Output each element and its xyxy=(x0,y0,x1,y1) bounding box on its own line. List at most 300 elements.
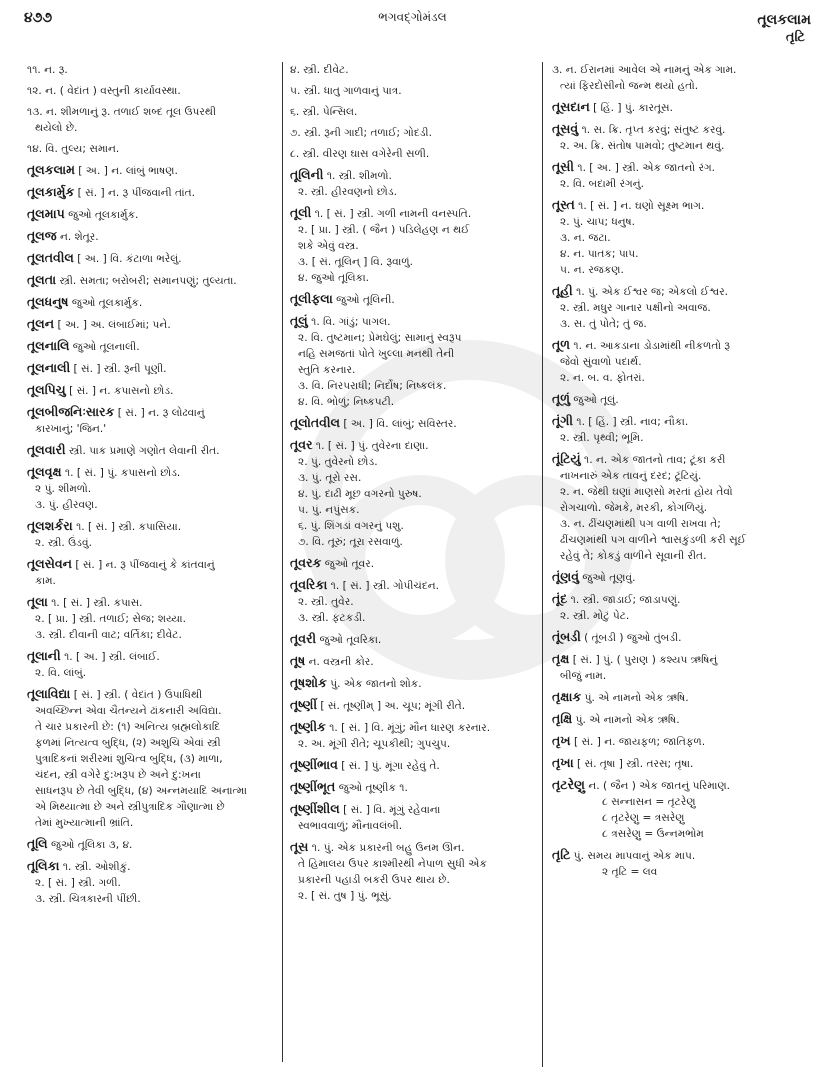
dictionary-entry xyxy=(27,404,277,437)
definition-text: [ સં. ] ન. રૂ પીંજવાની તાંત. xyxy=(77,187,196,199)
dictionary-entry xyxy=(27,62,277,78)
entry-line xyxy=(552,451,814,468)
entry-line xyxy=(290,167,537,184)
headword: તૂલિની xyxy=(290,167,324,182)
entry-line xyxy=(290,518,537,534)
column-divider xyxy=(282,62,283,1062)
dictionary-entry xyxy=(27,294,277,311)
entry-line xyxy=(552,651,814,668)
dictionary-entry xyxy=(290,675,537,692)
definition-text: ૧૨. ન. ( વેદાંત ) વસ્તુની કાર્યાવસ્થા. xyxy=(27,85,181,97)
entry-line xyxy=(290,801,537,818)
headword: તૂંગી xyxy=(552,413,573,428)
definition-text: ૧૪. વિ. તુલ્ય; સમાન. xyxy=(27,143,120,155)
definition-text: ૨. સ્ત્રી. પૃથ્વી; ભૂમિ. xyxy=(560,432,644,444)
headword: તૂલબીજનિઃસારક xyxy=(27,404,115,419)
definition-text: ન. ( જૈન ) એક જાતનું પરિમાણ. xyxy=(588,780,731,792)
definition-text: ૧. ન. એક જાતનો તાવ; ટૂંકા કરી xyxy=(584,454,726,466)
dictionary-entry xyxy=(290,104,537,120)
dictionary-entry xyxy=(552,755,814,772)
dictionary-entry xyxy=(552,391,814,408)
definition-text: પું. એ નામનો એક ઋષિ. xyxy=(584,692,689,704)
column-2 xyxy=(290,62,537,909)
entry-line xyxy=(552,230,814,246)
definition-text: ૭. સ્ત્રી. રૂની ગાદી; તળાઈ; ગોદડી. xyxy=(290,127,432,139)
definition-text: ૧૩. ન. શીમળાનું રૂ. તળાઈ શબ્દ તૂલ ઉપરથી xyxy=(27,106,217,118)
entry-line xyxy=(27,815,277,831)
entry-line xyxy=(552,62,814,78)
entry-line xyxy=(290,362,537,378)
definition-text: ૩. સ્ત્રી. ચિત્રકારની પીંછી. xyxy=(35,893,141,905)
entry-line xyxy=(552,532,814,548)
headword: તૂલાવિદ્યા xyxy=(27,686,71,701)
entry-line xyxy=(290,653,537,670)
headword: તૂંટિયું xyxy=(552,451,581,466)
entry-line xyxy=(290,631,537,648)
headword: તૂલશર્કરા xyxy=(27,518,73,533)
entry-line xyxy=(290,83,537,99)
dictionary-entry xyxy=(27,360,277,377)
entry-line xyxy=(552,689,814,706)
dictionary-entry xyxy=(27,184,277,201)
entry-line xyxy=(290,62,537,78)
entry-line xyxy=(27,875,277,891)
entry-line xyxy=(290,104,537,120)
dictionary-entry xyxy=(27,648,277,681)
definition-text: ૫. પું. નપુંસક. xyxy=(298,504,360,516)
headword: તૃક્ષિ xyxy=(552,711,573,726)
definition-text: ન. વસ્ત્રની કોર. xyxy=(308,656,374,668)
column-3 xyxy=(552,62,814,885)
entry-line xyxy=(27,141,277,157)
definition-text: ન. શેતૂર. xyxy=(59,231,99,243)
entry-line xyxy=(552,629,814,646)
dictionary-entry xyxy=(290,62,537,78)
entry-line xyxy=(552,262,814,278)
entry-line xyxy=(290,675,537,692)
entry-line xyxy=(290,394,537,410)
definition-text: તે હિમાલય ઉપર કાશ્મીરથી નેપાળ સુધી એક xyxy=(298,858,487,870)
entry-line xyxy=(27,627,277,643)
measure-equation: ૮ ત્રસરેણુ = ઉન્નમભોમ xyxy=(602,828,704,840)
headword: તૂલીફલા xyxy=(290,291,333,306)
dictionary-entry xyxy=(27,228,277,245)
headword: તૂંબડી xyxy=(552,629,581,644)
entry-line xyxy=(552,246,814,262)
entry-line xyxy=(27,83,277,99)
headword: તૂસ્ત xyxy=(552,197,575,212)
dictionary-entry xyxy=(27,382,277,399)
definition-text: ( તૂંબડી ) જુઓ તુંબડી. xyxy=(584,632,682,644)
entry-line xyxy=(290,346,537,362)
definition-text: કામ. xyxy=(35,575,56,587)
headword: તૂલકલામ xyxy=(27,162,75,177)
entry-line xyxy=(27,442,277,459)
entry-line xyxy=(27,891,277,907)
definition-text: જુઓ તૂલનાલી. xyxy=(72,341,140,353)
definition-text: ૨. અ. ક્રિ. સંતોષ પામવો; તુષ્ટમાન થવું. xyxy=(560,140,725,152)
entry-line xyxy=(27,858,277,875)
definition-text: ૧૧. ન. રૂ. xyxy=(27,64,68,76)
definition-text: ૨. સ્ત્રી. હીરવણનો છોડ. xyxy=(298,186,397,198)
definition-text: [ સં. ] ન. રૂ પીંજવાનું કે કાંતવાનું xyxy=(75,559,215,571)
headword: તૂલપિચુ xyxy=(27,382,66,397)
headword: તૂલનાલિ xyxy=(27,338,70,353)
definition-text: ૩. પું. તૂરો રસ. xyxy=(298,472,362,484)
entry-line xyxy=(27,272,277,289)
definition-text: પું. એ નામનો એક ઋષિ. xyxy=(575,714,680,726)
definition-text: ૨. [ સં. તુષ ] પું. ભૂસું. xyxy=(298,890,392,902)
definition-text: ૨. વિ. લાંબું. xyxy=(35,667,87,679)
entry-line xyxy=(27,382,277,399)
headword: તૃક્ષ xyxy=(552,651,570,666)
definition-text: ૪. સ્ત્રી. દીવેટ. xyxy=(290,64,349,76)
dictionary-entry xyxy=(290,291,537,308)
dictionary-entry xyxy=(552,121,814,154)
definition-text: ૩. પું. હીરવણ. xyxy=(35,499,98,511)
definition-text: સ્વભાવવાળું; મૌનાવલંબી. xyxy=(298,820,403,832)
entry-line xyxy=(27,783,277,799)
entry-line xyxy=(27,481,277,497)
entry-line xyxy=(27,421,277,437)
headword: તૂલિકા xyxy=(27,858,60,873)
entry-line xyxy=(290,378,537,394)
entry-line xyxy=(552,354,814,370)
entry-line xyxy=(552,121,814,138)
headword: તૂલમાપ xyxy=(27,206,65,221)
headword: તૃક્ષાક xyxy=(552,689,582,704)
headword: તૂલજ xyxy=(27,228,57,243)
definition-text: ૬. પું. શિંગડાં વગરનું પશુ. xyxy=(298,520,404,532)
definition-text: જુઓ તૂલકાર્મુક. xyxy=(71,297,143,309)
definition-text: ૬. સ્ત્રી. પેન્સિલ. xyxy=(290,106,358,118)
definition-text: ૧. પું. એક પ્રકારની બહુ ઉનમ ઊન. xyxy=(311,842,465,854)
entry-line xyxy=(290,888,537,904)
definition-text: ૨. [ સં. ] સ્ત્રી. ગળી. xyxy=(35,877,121,889)
entry-line xyxy=(290,555,537,572)
definition-text: [ હિં. ] પું. કારતૂસ. xyxy=(593,102,673,114)
entry-line xyxy=(552,847,814,864)
definition-text: પું. સમય માપવાનું એક માપ. xyxy=(573,850,696,862)
definition-text: જુઓ તૂવરિકા. xyxy=(319,634,382,646)
dictionary-entry xyxy=(290,125,537,141)
dictionary-entry xyxy=(552,283,814,332)
dictionary-entry xyxy=(290,653,537,670)
entry-line xyxy=(552,337,814,354)
definition-text: તેમાં મુખ્યાત્માની ભ્રાંતિ. xyxy=(35,817,134,829)
headword: તૂલી xyxy=(290,205,312,220)
entry-line xyxy=(552,668,814,684)
dictionary-entry xyxy=(27,858,277,907)
entry-line xyxy=(552,391,814,408)
entry-line xyxy=(552,214,814,230)
headword: તૂલવારી xyxy=(27,442,66,457)
headword: તૂસવું xyxy=(552,121,579,136)
definition-text: જેવો સુંવાળો પદાર્થ. xyxy=(560,356,642,368)
dictionary-entry xyxy=(552,591,814,624)
entry-line xyxy=(552,516,814,532)
headword: તૂંદ xyxy=(552,591,568,606)
entry-line xyxy=(290,437,537,454)
definition-text: ૩. વિ. નિરપરાધી; નિર્દોષ; નિષ્કલંક. xyxy=(298,380,447,392)
headword: તૂષ્ણીંભાવ xyxy=(290,757,338,772)
definition-text: ૫. સ્ત્રી. ધાતુ ગાળવાનું પાત્ર. xyxy=(290,85,402,97)
entry-line xyxy=(27,594,277,611)
definition-text: ૧. વિ. ગાંડું; પાગલ. xyxy=(311,316,391,328)
entry-line xyxy=(290,184,537,200)
guide-word-first: તૂલકલામ xyxy=(757,12,811,28)
entry-line xyxy=(290,270,537,286)
headword: તૂષ્ણીં xyxy=(290,697,318,712)
dictionary-entry xyxy=(27,141,277,157)
definition-text: [ અ. ] અ. લંબાઈમાં; પને. xyxy=(57,319,171,331)
entry-line xyxy=(290,146,537,162)
entry-line xyxy=(552,430,814,446)
definition-text: [ સં. ] વિ. મૂંગું રહેવાના xyxy=(343,804,441,816)
definition-text: પુત્રાદિકનાં શરીરમાં શુચિત્વ બુદ્ધિ, (૩) માળા, xyxy=(35,753,223,765)
definition-text: ૧. [ સં. ] સ્ત્રી. કપાસ. xyxy=(51,597,143,609)
page-header xyxy=(0,0,825,50)
headword: તૃખા xyxy=(552,755,574,770)
entry-line xyxy=(27,62,277,78)
dictionary-entry xyxy=(552,99,814,116)
dictionary-entry xyxy=(290,631,537,648)
definition-text: ૨. વિ. તુષ્ટમાન; પ્રેમઘેલું; સામાનું સ્વરૂપ xyxy=(298,332,462,344)
dictionary-entry xyxy=(290,801,537,834)
entry-line xyxy=(290,238,537,254)
headword: તૂસી xyxy=(552,159,574,174)
headword: તૃટરેણુ xyxy=(552,777,585,792)
entry-line xyxy=(27,404,277,421)
definition-text: ૨. પું. ચાપ; ધનુષ. xyxy=(560,216,635,228)
entry-line xyxy=(552,300,814,316)
dictionary-entry xyxy=(552,847,814,880)
dictionary-entry xyxy=(27,594,277,643)
entry-line xyxy=(290,594,537,610)
dictionary-entry xyxy=(27,836,277,853)
entry-line xyxy=(290,205,537,222)
entry-line xyxy=(552,591,814,608)
column-1 xyxy=(27,62,277,912)
headword: તૂવરી xyxy=(290,631,317,646)
definition-text: [ સં. તૂષ્ણીમ્ ] અ. ચૂપ; મૂંગી રીતે. xyxy=(320,700,466,712)
entry-line xyxy=(290,291,537,308)
headword: તૂલવૃક્ષ xyxy=(27,464,62,479)
entry-line xyxy=(27,497,277,513)
dictionary-entry xyxy=(290,577,537,626)
headword: તૂળું xyxy=(552,391,571,406)
definition-text: [ સં. ] ન. કપાસનો છોડ. xyxy=(69,385,174,397)
entry-line xyxy=(27,120,277,136)
headword: તૂલતા xyxy=(27,272,57,287)
entry-line xyxy=(552,413,814,430)
entry-line xyxy=(27,665,277,681)
definition-text: ૧. [ સં. ] પું. તુવેરના દાણા. xyxy=(315,440,429,452)
measure-equation: ૮ તૃટરેણુ = ત્રસરેણુ xyxy=(602,812,685,824)
headword: તૂળ xyxy=(552,337,571,352)
definition-text: તે ચાર પ્રકારની છે: (૧) અનિત્ય બ્રહ્મલોકાદિ xyxy=(35,721,221,733)
dictionary-entry xyxy=(290,697,537,714)
definition-text: જુઓ તૂલિની. xyxy=(336,294,395,306)
entry-line xyxy=(290,330,537,346)
dictionary-entry xyxy=(290,779,537,796)
entry-line xyxy=(27,184,277,201)
dictionary-entry xyxy=(27,442,277,459)
entry-line xyxy=(290,610,537,626)
headword: તૂહી xyxy=(552,283,573,298)
dictionary-entry xyxy=(290,555,537,572)
entry-line xyxy=(27,464,277,481)
entry-line xyxy=(552,78,814,94)
entry-line xyxy=(552,548,814,564)
headword: તૂસદાન xyxy=(552,99,590,114)
definition-text: સ્ત્રી. સમતા; બરોબરી; સમાનપણું; તુલ્યતા. xyxy=(59,275,237,287)
definition-text: ૧. સ. ક્રિ. તૃપ્ત કરવું; સંતુષ્ટ કરવું. xyxy=(581,124,726,136)
entry-line xyxy=(552,777,814,794)
definition-text: ૮. સ્ત્રી. વીરણ ઘાસ વગેરેની સળી. xyxy=(290,148,430,160)
definition-text: ૪. ન. પાતક; પાપ. xyxy=(560,248,639,260)
definition-text: ૩. સ્ત્રી. ફટકડી. xyxy=(298,612,366,624)
definition-text: જુઓ તૂવર. xyxy=(324,558,375,570)
headword: તૂલસેવન xyxy=(27,556,72,571)
dictionary-entry xyxy=(552,451,814,564)
definition-text: ૧. [ સં. ] વિ. મૂંગું; મૌન ધારણ કરનાર. xyxy=(329,722,491,734)
definition-text: [ સં. ] પું. મૂંગા રહેવું તે. xyxy=(341,760,440,772)
dictionary-entry xyxy=(27,316,277,333)
entry-line xyxy=(27,518,277,535)
definition-text: પ્રકારની પહાડી બકરી ઉપર થાય છે. xyxy=(298,874,450,886)
definition-text: ૧. પું. એક ઈશ્વર જ; એકલો ઈશ્વર. xyxy=(576,286,729,298)
dictionary-entry xyxy=(552,413,814,446)
dictionary-entry xyxy=(27,250,277,267)
headword: તૂલા xyxy=(27,594,48,609)
headword: તૂલકાર્મુક xyxy=(27,184,75,199)
entry-line xyxy=(27,648,277,665)
dictionary-entry xyxy=(552,777,814,842)
entry-line xyxy=(290,222,537,238)
entry-line xyxy=(27,535,277,551)
headword: તૃટિ xyxy=(552,847,571,862)
definition-text: જુઓ તૂણવું. xyxy=(582,572,636,584)
column-divider xyxy=(542,62,543,1067)
entry-line xyxy=(552,283,814,300)
definition-text: રહેવું તે; કોકડું વાળીને સૂવાની રીત. xyxy=(560,550,707,562)
dictionary-entry xyxy=(290,146,537,162)
definition-text: સાધનરૂપ છે તેવી બુદ્ધિ, (૪) અન્નમયાદિ અનાત્મા xyxy=(35,785,247,797)
definition-text: ઢીંચણમાંથી પગ વાળીને શ્વાસકુંડળી કરી સૂઈ xyxy=(560,534,746,546)
definition-text: ૪. વિ. ભોળું; નિષ્કપટી. xyxy=(298,396,395,408)
dictionary-entry xyxy=(27,338,277,355)
dictionary-entry xyxy=(552,711,814,728)
dictionary-entry xyxy=(290,757,537,774)
headword: તૂષ્ણીંભૂત xyxy=(290,779,336,794)
definition-text: ૨. ન. બ. વ. ફોતરાં. xyxy=(560,372,645,384)
entry-line xyxy=(290,577,537,594)
entry-line xyxy=(552,569,814,586)
entry-line xyxy=(552,608,814,624)
entry-line xyxy=(27,206,277,223)
entry-line xyxy=(27,836,277,853)
definition-text: ૨. સ્ત્રી. મોટું પેટ. xyxy=(560,610,630,622)
definition-text: ૧. [ સં. ] ન. ઘણો સૂક્ષ્મ ભાગ. xyxy=(578,200,705,212)
dictionary-entry xyxy=(552,689,814,706)
definition-text: જુઓ તૂલિકા ૩, ૪. xyxy=(50,839,133,851)
entry-line xyxy=(290,125,537,141)
entry-line xyxy=(290,313,537,330)
definition-text: નાખનારું એક તાવનું દરદ; ટૂંટિયું. xyxy=(560,470,702,482)
definition-text: ૨. અ. મૂંગી રીતે; ચૂપકીથી; ગુપચુપ. xyxy=(298,738,451,750)
headword: તૂલું xyxy=(290,313,308,328)
entry-line xyxy=(552,138,814,154)
entry-line xyxy=(27,611,277,627)
entry-line xyxy=(27,556,277,573)
headword: તૂલિ xyxy=(27,836,48,851)
headword: તૂવરિકા xyxy=(290,577,328,592)
dictionary-entry xyxy=(27,272,277,289)
entry-line xyxy=(552,197,814,214)
running-title: ભગવદ્ગોમંડલ xyxy=(378,10,447,24)
entry-line xyxy=(552,500,814,516)
entry-line xyxy=(27,338,277,355)
definition-text: [ સં. ] સ્ત્રી. રૂની પૂણી. xyxy=(73,363,167,375)
entry-line xyxy=(27,162,277,179)
definition-text: [ સં. ] પું. ( પુરાણ ) કશ્યપ ઋષિનું xyxy=(572,654,718,666)
entry-line xyxy=(552,755,814,772)
definition-text: કારખાનું; 'જિન.' xyxy=(35,423,107,435)
definition-text: [ સં. ] ન. રૂ લોઢવાનું xyxy=(117,407,205,419)
headword: તૂલોતવીલ xyxy=(290,415,340,430)
definition-text: ૧. [ સં. ] સ્ત્રી. કપાસિયા. xyxy=(76,521,182,533)
entry-line xyxy=(552,99,814,116)
dictionary-entry xyxy=(290,205,537,286)
definition-text: ચંદન, સ્ત્રી વગેરે દુ:ખરૂપ છે અને દુ:ખના xyxy=(35,769,201,781)
headword: તૂંણવું xyxy=(552,569,579,584)
definition-text: ૨. ન. જેથી ઘણાં માણસો મરતાં હોય તેવો xyxy=(560,486,733,498)
entry-line xyxy=(290,818,537,834)
dictionary-entry xyxy=(552,337,814,386)
definition-text: ૨. સ્ત્રી. મધુર ગાનાર પક્ષીનો અવાજ. xyxy=(560,302,711,314)
entry-line xyxy=(290,697,537,714)
dictionary-entry xyxy=(552,651,814,684)
guide-word-last: તૃટિ xyxy=(785,30,805,45)
entry-line xyxy=(27,250,277,267)
entry-line xyxy=(552,711,814,728)
definition-text: ૧. સ્ત્રી. શીમળો. xyxy=(326,170,392,182)
entry-line xyxy=(290,254,537,270)
headword: તૂલધનુષ xyxy=(27,294,69,309)
entry-line xyxy=(27,360,277,377)
dictionary-entry xyxy=(552,62,814,94)
dictionary-entry xyxy=(27,518,277,551)
dictionary-entry xyxy=(552,159,814,192)
definition-text: ૧. [ સં. ] સ્ત્રી. ગોપીચંદન. xyxy=(330,580,440,592)
entry-line xyxy=(290,856,537,872)
definition-text: [ સં. ] ન. જાયફળ; જાતિફળ. xyxy=(573,736,706,748)
dictionary-entry xyxy=(290,167,537,200)
definition-text: ૨. [ પ્રા. ] સ્ત્રી. ( જૈન ) પડિલેહણ ન થઈ xyxy=(298,224,470,236)
dictionary-entry xyxy=(290,415,537,432)
entry-line xyxy=(290,534,537,550)
entry-line xyxy=(290,454,537,470)
headword: તૂષશોક xyxy=(290,675,327,690)
entry-line xyxy=(290,486,537,502)
dictionary-entry xyxy=(552,733,814,750)
entry-line xyxy=(27,703,277,719)
dictionary-entry xyxy=(290,313,537,410)
entry-line xyxy=(27,767,277,783)
dictionary-entry xyxy=(27,83,277,99)
definition-text: ૭. વિ. તૂરું; તૂરા રસવાળું. xyxy=(298,536,403,548)
